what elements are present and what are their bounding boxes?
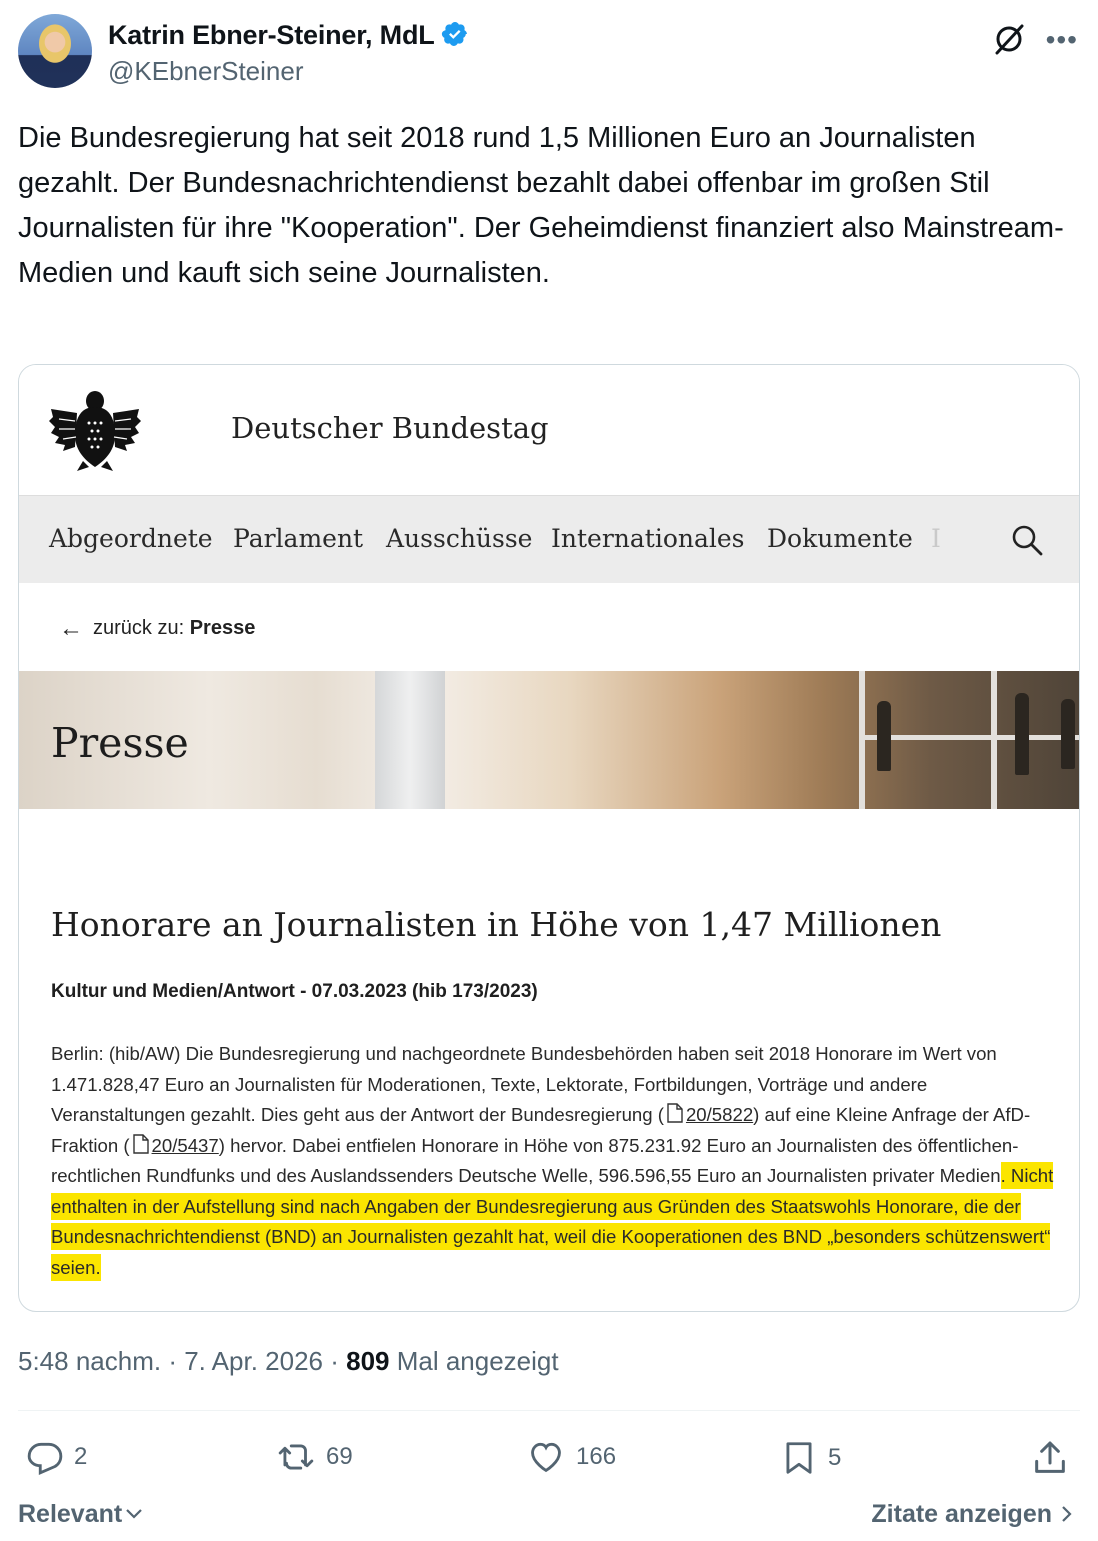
- document-link-2: 20/5437: [151, 1134, 219, 1156]
- federal-eagle-logo: [49, 387, 141, 471]
- share-button[interactable]: [1030, 1438, 1070, 1478]
- like-button[interactable]: [526, 1438, 616, 1476]
- chevron-right-icon: [1060, 1504, 1074, 1524]
- bookmark-button[interactable]: [780, 1438, 841, 1478]
- views-label: Mal angezeigt: [389, 1346, 559, 1376]
- share-icon: [1030, 1438, 1070, 1478]
- like-count: 166: [576, 1443, 617, 1470]
- banner-window-frame: [859, 735, 1080, 740]
- banner-window-frame: [991, 671, 997, 809]
- tweet-image[interactable]: [18, 364, 1080, 1312]
- article-title: Honorare an Journalisten in Höhe von 1,47 Millionen: [51, 905, 942, 944]
- bundestag-header: [19, 365, 1079, 495]
- reply-count: 2: [74, 1443, 88, 1470]
- sort-dropdown[interactable]: [18, 1500, 144, 1529]
- arrow-left-icon: ←: [59, 615, 83, 642]
- nav-item-internationales: Internationales: [551, 524, 745, 553]
- view-count: 809: [346, 1346, 390, 1376]
- tweet-time[interactable]: 5:48 nachm.: [18, 1346, 162, 1376]
- banner-window-frame: [859, 671, 865, 809]
- document-icon: [133, 1134, 149, 1154]
- presse-banner: [19, 671, 1079, 809]
- nav-item-dokumente: Dokumente: [767, 524, 913, 553]
- repost-button[interactable]: [276, 1438, 353, 1476]
- tweet-meta: [18, 1346, 559, 1377]
- nav-item-ausschuesse: Ausschüsse: [386, 524, 533, 553]
- repost-icon: [276, 1438, 316, 1476]
- reply-icon: [26, 1438, 64, 1476]
- body-text-2: ) auf eine Kleine Anfrage der AfD-Fraktion (: [51, 1104, 1031, 1156]
- banner-pillar: [375, 671, 445, 809]
- avatar[interactable]: [18, 14, 92, 88]
- nav-item-abgeordnete: Abgeordnete: [49, 524, 213, 553]
- tweet-date[interactable]: 7. Apr. 2026: [184, 1346, 323, 1376]
- body-text-1: Berlin: (hib/AW) Die Bundesregierung und nachgeordnete Bundesbehörden haben seit 2018 Honorare im Wert von 1.471.828,47 Euro an Journalisten für Moderationen, Texte, Lektorate, Fortbildungen, Vorträge und andere Veranstaltungen gezahlt. Dies geht aus der Antwort der Bundesregierung (: [51, 1043, 997, 1125]
- view-quotes-link[interactable]: [871, 1500, 1074, 1529]
- divider: [18, 1410, 1080, 1411]
- chevron-down-icon: [124, 1507, 144, 1521]
- back-target: Presse: [189, 617, 256, 639]
- body-text-3: ) hervor. Dabei entfielen Honorare in Höhe von 875.231.92 Euro an Journalisten des öffentlichen-rechtlichen Rundfunks und des Auslandssenders Deutsche Welle, 596.596,55 Euro an Journalisten privater Medien: [51, 1134, 1019, 1186]
- bookmark-count: 5: [828, 1444, 842, 1471]
- document-icon: [667, 1103, 683, 1123]
- banner-figure: [877, 701, 891, 771]
- more-options-icon[interactable]: •••: [1045, 24, 1078, 55]
- nav-item-parlament: Parlament: [233, 524, 364, 553]
- repost-count: 69: [326, 1443, 353, 1470]
- verified-badge-icon: [441, 20, 469, 48]
- banner-figure: [1061, 699, 1075, 769]
- reply-button[interactable]: [26, 1438, 87, 1476]
- banner-title: Presse: [51, 719, 189, 767]
- article-meta: Kultur und Medien/Antwort - 07.03.2023 (hib 173/2023): [51, 981, 538, 1002]
- grok-icon[interactable]: [992, 22, 1026, 56]
- tweet-header: [18, 14, 1080, 94]
- back-prefix: zurück zu:: [93, 617, 185, 639]
- article-body: [51, 1039, 1061, 1283]
- back-link: [59, 615, 255, 643]
- site-title: Deutscher Bundestag: [231, 411, 549, 445]
- bookmark-icon: [780, 1438, 818, 1478]
- search-icon: [1009, 522, 1045, 558]
- author-name-row[interactable]: [108, 20, 469, 51]
- nav-item-truncated: I: [931, 524, 941, 553]
- meta-separator: ·: [323, 1346, 347, 1376]
- heart-icon: [526, 1438, 566, 1476]
- document-link-1: 20/5822: [685, 1104, 754, 1125]
- meta-separator: ·: [161, 1346, 185, 1376]
- sort-label: Relevant: [18, 1500, 123, 1528]
- action-bar: [0, 1430, 1098, 1486]
- author-handle[interactable]: @KEbnerSteiner: [108, 56, 304, 86]
- site-nav: [19, 495, 1079, 583]
- quotes-label: Zitate anzeigen: [871, 1500, 1052, 1528]
- author-name[interactable]: Katrin Ebner-Steiner, MdL: [108, 20, 435, 50]
- highlighted-text: . Nicht enthalten in der Aufstellung sind nach Angaben der Bundesregierung aus Gründen des Staatswohls Honorare, die der Bundesnachrichtendienst (BND) an Journalisten gezahlt hat, weil die Kooperationen des BND „besonders schützenswert“ seien.: [51, 1162, 1053, 1281]
- tweet-text: Die Bundesregierung hat seit 2018 rund 1,5 Millionen Euro an Journalisten gezahlt. Der Bundesnachrichtendienst bezahlt dabei offenbar im großen Stil Journalisten für ihre "Kooperation". Der Geheimdienst finanziert also Mainstream-Medien und kauft sich seine Journalisten.: [18, 122, 1064, 289]
- banner-figure: [1015, 693, 1029, 775]
